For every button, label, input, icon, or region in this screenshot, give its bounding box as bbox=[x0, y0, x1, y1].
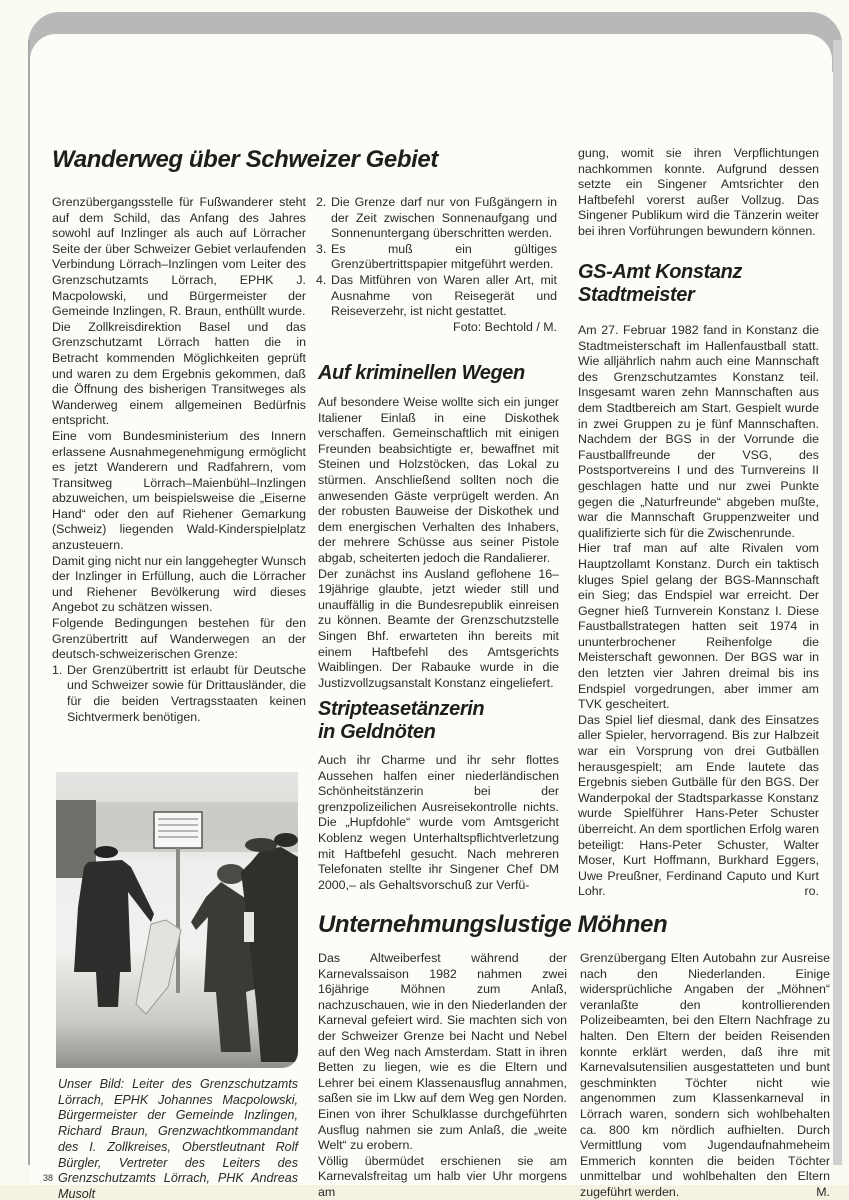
paragraph: Der zunächst ins Ausland geflohene 16–19jährige glaubte, jetzt wieder still und unauffällig in die Bundesrepublik einreisen zu können. Beamte der Grenzschutzstelle Singen Bhf. erwarteten ihn bereits mit einem Haftbefehl des Amtsgerichts Waiblingen. Der Rabauke wurde in die Justizvollzugsanstalt Konstanz eingeliefert. bbox=[318, 566, 559, 690]
paragraph: Völlig übermüdet erschienen sie am Karnevalsfreitag um halb vier Uhr morgens am bbox=[318, 1153, 567, 1199]
photo-sign-unveiling bbox=[56, 772, 298, 1068]
article-stripteaser-continued bbox=[578, 146, 819, 240]
condition-item bbox=[316, 273, 557, 320]
paragraph: Eine vom Bundesministerium des Innern erlassene Ausnahmegenehmigung ermöglicht es jetzt Wanderern und Radfahrern, vom Transitweg Lörrach–Maienbühl–Inzlingen abzuweichen, um beispielsweise die „Eiserne Hand“ oder den auf Riehener Gemarkung (Schweiz) liegenden Wald-Kinderspielplatz anzusteuern. bbox=[52, 428, 306, 553]
headline-kriminell: Auf kriminellen Wegen bbox=[318, 362, 525, 384]
photo-illustration bbox=[56, 772, 298, 1068]
headline-stripteaser-line1: Stripteasetänzerin bbox=[318, 698, 485, 720]
photo-credit: Foto: Bechtold / M. bbox=[453, 319, 557, 334]
condition-number: 2. bbox=[316, 195, 327, 209]
condition-text: Es muß ein gültiges Grenzübertrittspapier mitgeführt werden. bbox=[331, 241, 557, 272]
frame-right-border bbox=[833, 40, 842, 1165]
condition-text: Die Grenze darf nur von Fußgängern in der Zeit zwischen Sonnenaufgang und Sonnenuntergang überschritten werden. bbox=[331, 195, 557, 241]
article-stripteaser bbox=[318, 698, 559, 893]
paragraph: Am 27. Februar 1982 fand in Konstanz die Stadtmeisterschaft im Hallenfaustball statt. Wie alljährlich nahm auch eine Mannschaft des Grenzschutzamtes Konstanz teil. Insgesamt waren zehn Mannschaften aus dem Stadtbereich am Start. Gespielt wurde in zwei Gruppen zu je fünf Mannschaften. Nachdem der BGS in der Vorrunde die Faustballfreunde der VSG, des Postsportvereins I und des Turnvereins II geschlagen hatte und nur zwei Punkte gegen die „Naturfreunde“ abgeben mußte, war die Mannschaft Gruppenzweiter und qualifizierte sich für die Zwischenrunde. bbox=[578, 323, 819, 540]
paragraph: Hier traf man auf alte Rivalen vom Hauptzollamt Konstanz. Durch ein taktisch kluges Spiel gelang der BGS-Mannschaft ein Sieg; das Endspiel war erreicht. Der Gegner hieß Turnverein Konstanz I. Diese Faustballstrategen hatten seit 1974 in ununterbrochener Reihenfolge die Meisterschaft gewonnen. Der BGS war in den letzten vier Jahren dreimal bis ins Endspiel vorgedrungen, aber immer am TVK gescheitert. bbox=[578, 541, 819, 712]
paragraph: Die Zollkreisdirektion Basel und das Grenzschutzamt Lörrach hatten die in Betracht kommenden Möglichkeiten geprüft und waren zu dem Ergebnis gekommen, daß die Öffnung des bisherigen Transitweges als Wanderweg einem allgemeinen Bedürfnis entspricht. bbox=[52, 319, 306, 428]
paragraph: Grenzübergangsstelle für Fußwanderer steht auf dem Schild, das Anfang des Jahres sowohl auf Inzlinger als auch auf Lörracher Seite der über Schweizer Gebiet verlaufenden Verbindung Lörrach–Inzlingen vom Leiter des Grenzschutzamts Lörrach, EPHK J. Macpolowski, und Bürgermeister der Gemeinde Inzlingen, R. Braun, enthüllt wurde. bbox=[52, 195, 306, 319]
photo-caption: Unser Bild: Leiter des Grenzschutzamts Lörrach, EPHK Johannes Macpolowski, Bürgermeister der Gemeinde Inzlingen, Richard Braun, Grenzwachtkommandant des I. Zollkreises, Oberstleutnant Rolf Bürgler, Vertreter des Leiters des Grenzschutzamts Lörrach, PHK Andreas Musolt bbox=[58, 1077, 298, 1200]
article-kriminell bbox=[318, 362, 559, 691]
condition-number: 1. bbox=[52, 662, 63, 677]
condition-text: Der Grenzübertritt ist erlaubt für Deutsche und Schweizer sowie für Drittausländer, die für die beiden Vertragsstaaten keinen Sichtvermerk benötigen. bbox=[67, 662, 306, 724]
headline-konstanz-line2: Stadtmeister bbox=[578, 284, 695, 306]
page-number: 38 bbox=[43, 1173, 54, 1183]
article-wanderweg-col2 bbox=[316, 195, 557, 335]
condition-item bbox=[316, 242, 557, 273]
paragraph: Damit ging nicht nur ein langgehegter Wunsch der Inzlinger in Erfüllung, auch die Lörracher und Riehener Bevölkerung wird dieses Angebot zu schätzen wissen. bbox=[52, 553, 306, 615]
photo-caption-wrap bbox=[58, 1077, 298, 1200]
paragraph: gung, womit sie ihren Verpflichtungen nachkommen konnte. Aufgrund dessen setzte ein Singener Amtsrichter den Haftbefehl vorerst außer Vollzug. Das Singener Publikum wird die Tänzerin weiter bei ihren Vorführungen bewundern können. bbox=[578, 146, 819, 238]
paragraph: Folgende Bedingungen bestehen für den Grenzübertritt auf Wanderwegen an der deutsch-schweizerischen Grenze: bbox=[52, 616, 306, 662]
paragraph: Das Spiel lief diesmal, dank des Einsatzes aller Spieler, hervorragend. Bis zur Halbzeit war ein Vorsprung von drei Gutbällen herausgespielt; am Ende lautete das Ergebnis sieben Gutbälle für den BGS. Der Wanderpokal der Stadtsparkasse Konstanz wurde Spielführer Hans-Peter Schuster überreicht. An dem sportlichen Erfolg waren beteiligt: Hans-Peter Schuster, Walter Moser, Kurt Hoffmann, Burkhard Eggers, Uwe Preußner, Ferdinand Caputo und Kurt Lohr. bbox=[578, 712, 819, 899]
article-moehnen-col2 bbox=[580, 951, 830, 1200]
condition-item bbox=[52, 663, 306, 725]
headline-moehnen: Unternehmungslustige Möhnen bbox=[318, 911, 668, 938]
author-signature: M. bbox=[816, 1184, 830, 1199]
article-wanderweg-col1 bbox=[52, 195, 306, 725]
paragraph: Auf besondere Weise wollte sich ein junger Italiener Einlaß in eine Diskothek verschaffen. Gemeinschaftlich mit einigen Freunden beabsichtigte er, bewaffnet mit Steinen und Holzstöcken, das Lokal zu stürmen. Anschließend sollten noch die anwesenden Gäste verprügelt werden. An der robusten Bauweise der Diskothek und dem energischen Verhalten des Inhabers, der mehrere Schüsse aus seiner Pistole abgab, scheiterten jedoch die Randalierer. bbox=[318, 395, 559, 565]
condition-number: 4. bbox=[316, 272, 327, 287]
headline-stripteaser-line2: in Geldnöten bbox=[318, 721, 436, 743]
author-signature: ro. bbox=[804, 884, 819, 899]
article-konstanz bbox=[578, 261, 819, 900]
headline-wanderweg: Wanderweg über Schweizer Gebiet bbox=[52, 146, 438, 173]
headline-konstanz-line1: GS-Amt Konstanz bbox=[578, 261, 743, 283]
paragraph: Grenzübergang Elten Autobahn zur Ausreise nach den Niederlanden. Einige widersprüchliche Angaben der „Möhnen“ veranlaßte den kontrollierenden Polizeibeamten, bei den Eltern Nachfrage zu halten. Den Eltern der beiden Reisenden konnte erklärt werden, daß ihre mit Karnevalsutensilien ausgestatteten und bunt geschminkten Töchter nicht wie angenommen zum Klassenkarneval in Lörrach waren, sondern sich wohlbehalten ca. 800 km nördlich aufhielten. Durch Vermittlung vom Jugendaufnahmeheim Emmerich konnten die beiden Töchter unmittelbar und wohlbehalten den Eltern zugeführt werden. bbox=[580, 951, 830, 1199]
condition-item bbox=[316, 195, 557, 242]
paragraph: Das Altweiberfest während der Karnevalssaison 1982 nahmen zwei 16jährige Möhnen zum Anlaß, nachzuschauen, wie in den Niederlanden der Karneval gefeiert wird. Sie machten sich von der Schweizer Grenze bei Nacht und Nebel auf den Weg nach Amsterdam. Statt in ihren Betten zu liegen, wie es die Eltern und Lehrer bei einem Klassenausflug annahmen, saßen sie im Lkw auf dem Weg gen Norden. Einen von ihrer Schulklasse durchgeführten Ausflug nahmen sie zum Anlaß, die „weite Welt“ zu erobern. bbox=[318, 951, 567, 1153]
condition-text: Das Mitführen von Waren aller Art, mit Ausnahme von Reisegerät und Reiseverzehr, ist nicht gestattet. bbox=[331, 272, 557, 319]
paragraph: Auch ihr Charme und ihr sehr flottes Aussehen halfen einer niederländischen Schönheitstänzerin bei der grenzpolizeilichen Ausreisekontrolle nichts. Die „Hupfdohle“ wurde vom Amtsgericht Koblenz wegen Unterhaltspflichtverletzung mit Haftbefehl gesucht. Nach mehreren Telefonaten stellte ihr Singener Chef DM 2000,– als Gehaltsvorschuß zur Verfü- bbox=[318, 753, 559, 892]
condition-number: 3. bbox=[316, 241, 327, 256]
article-moehnen-headline-wrap bbox=[318, 912, 838, 938]
article-moehnen-col1 bbox=[318, 951, 567, 1200]
article-wanderweg-headline-wrap bbox=[52, 147, 572, 173]
